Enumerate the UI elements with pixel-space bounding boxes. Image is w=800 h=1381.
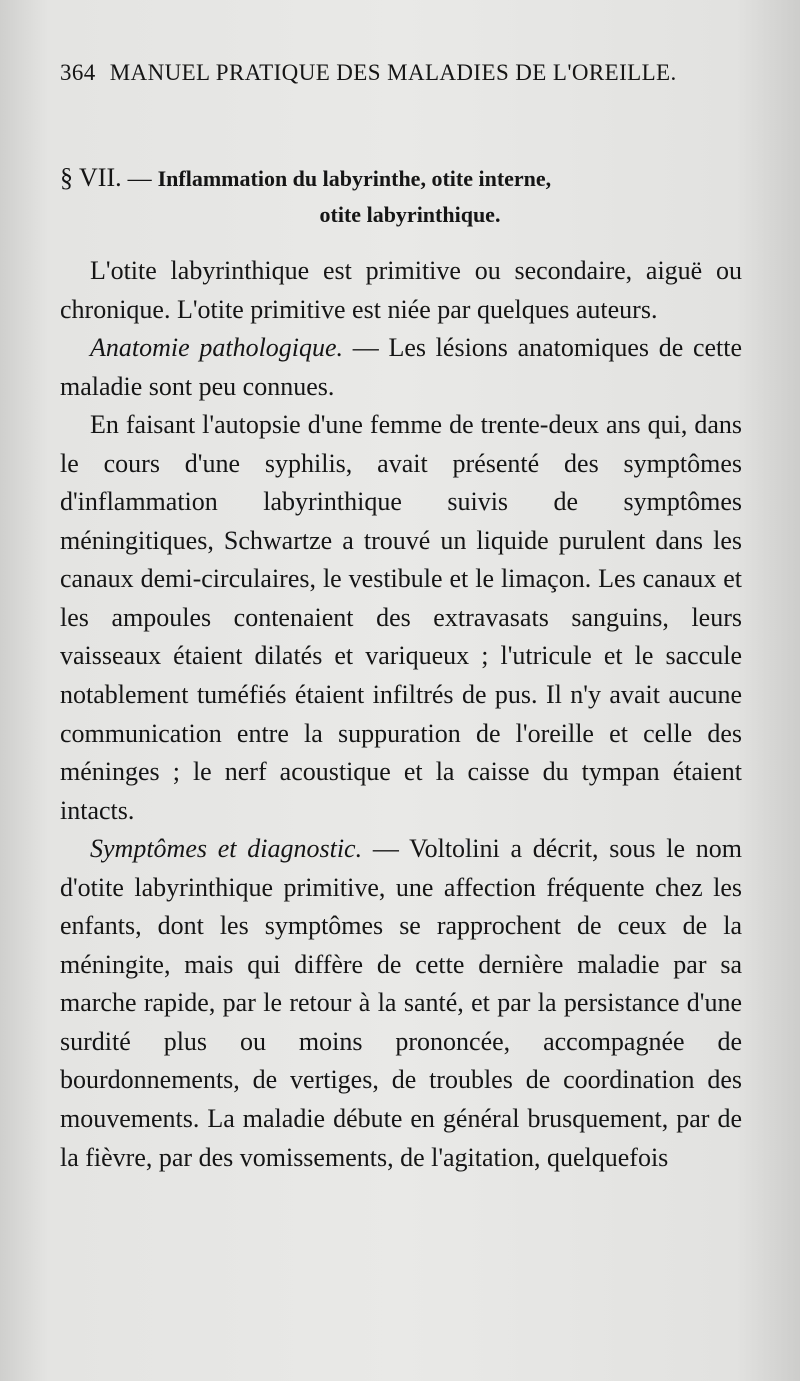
section-number: § VII. [60, 163, 122, 192]
running-title: MANUEL PRATIQUE DES MALADIES DE L'OREILLE. [109, 60, 677, 85]
subheading-symptomes: Symptômes et diagnostic. [90, 834, 363, 864]
running-head [60, 60, 760, 86]
section-dash: — [127, 166, 152, 192]
paragraph-4-text: — Voltolini a décrit, sous le nom d'otite labyrinthique primitive, une affection fréquente chez les enfants, dont les symptômes se rapprochent de ceux de la méningite, mais qui diffère de cette dernière maladie par sa marche rapide, par le retour à la santé, et par la persistance d'une surdité plus ou moins prononcée, accompagnée de bourdonnements, de vertiges, de troubles de coordination des mouvements. La maladie débute en général brusquement, par de la fièvre, par des vomissements, de l'agitation, quelquefois [60, 834, 742, 1172]
section-title-line1: Inflammation du labyrinthe, otite interne, [157, 166, 552, 191]
section-title-line2: otite labyrinthique. [319, 202, 501, 227]
subheading-anatomie: Anatomie pathologique. [90, 333, 344, 363]
paragraph-4 [60, 830, 742, 1177]
section-title [60, 160, 760, 233]
page-number: 364 [60, 60, 96, 85]
paragraph-1: L'otite labyrinthique est primitive ou secondaire, aiguë ou chronique. L'otite primitive est niée par quelques auteurs. [60, 256, 742, 324]
paragraph-3: En faisant l'autopsie d'une femme de trente-deux ans qui, dans le cours d'une syphilis, avait présenté des symptômes d'inflammation labyrinthique suivis de symptômes méningitiques, Schwartze a trouvé un liquide purulent dans les canaux demi-circulaires, le vestibule et le limaçon. Les canaux et les ampoules contenaient des extravasats sanguins, leurs vaisseaux étaient dilatés et variqueux ; l'utricule et le saccule notablement tuméfiés étaient infiltrés de pus. Il n'y avait aucune communication entre la suppuration de l'oreille et celle des méninges ; le nerf acoustique et la caisse du tympan étaient intacts. [60, 410, 742, 825]
paragraph-2 [60, 329, 742, 406]
body-text [60, 252, 742, 1177]
paragraph-2-text: — Les lésions anatomiques de cette maladie sont peu connues. [60, 333, 743, 401]
